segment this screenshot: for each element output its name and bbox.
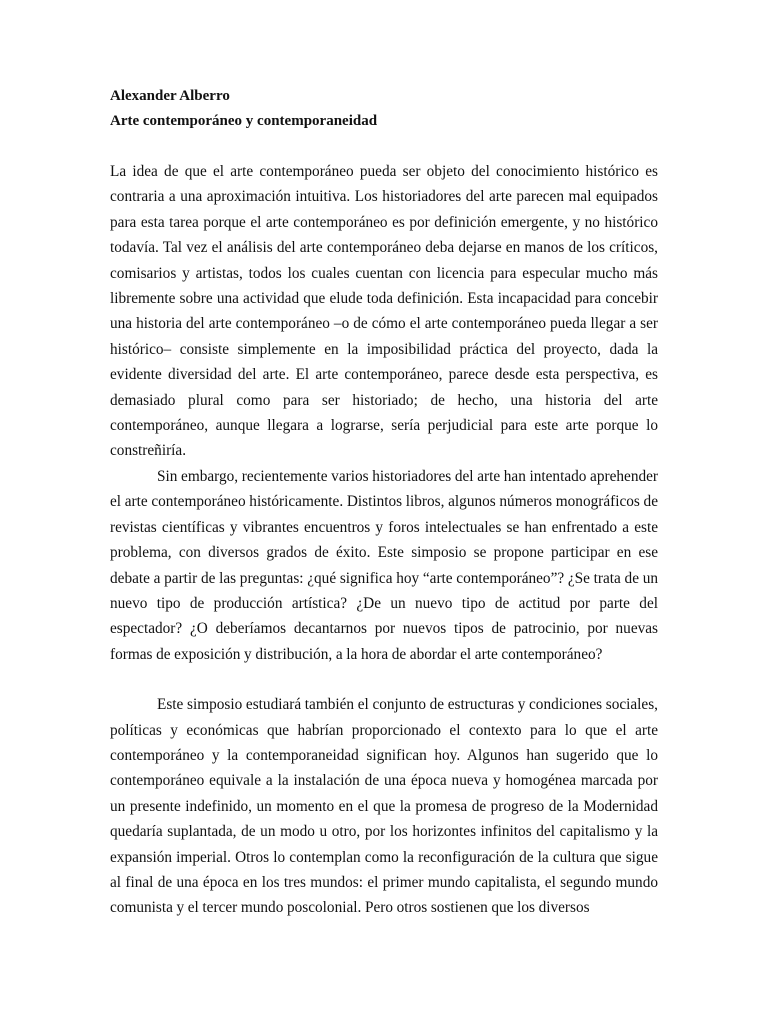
paragraph-3: Este simposio estudiará también el conjunto de estructuras y condiciones sociales, políticas y económicas que habrían proporcionado el contexto para lo que el arte contemporáneo y la contemporaneidad significan hoy. Algunos han sugerido que lo contemporáneo equivale a la instalación de una época nueva y homogénea marcada por un presente indefinido, un momento en el que la promesa de progreso de la Modernidad quedaría suplantada, de un modo u otro, por los horizontes infinitos del capitalismo y la expansión imperial. Otros lo contemplan como la reconfiguración de la cultura que sigue al final de una época en los tres mundos: el primer mundo capitalista, el segundo mundo comunista y el tercer mundo poscolonial. Pero otros sostienen que los diversos xyxy=(110,696,658,917)
spacer xyxy=(110,134,658,159)
spacer xyxy=(110,667,658,692)
paragraph-1: La idea de que el arte contemporáneo pueda ser objeto del conocimiento histórico es contraria a una aproximación intuitiva. Los historiadores del arte parecen mal equipados para esta tarea porque el arte contemporáneo es por definición emergente, y no histórico todavía. Tal vez el análisis del arte contemporáneo deba dejarse en manos de los críticos, comisarios y artistas, todos los cuales cuentan con licencia para especular mucho más libremente sobre una actividad que elude toda definición. Esta incapacidad para concebir una historia del arte contemporáneo –o de cómo el arte contemporáneo pueda llegar a ser histórico– consiste simplemente en la imposibilidad práctica del proyecto, dada la evidente diversidad del arte. El arte contemporáneo, parece desde esta perspectiva, es demasiado plural como para ser historiado; de hecho, una historia del arte contemporáneo, aunque llegara a lograrse, sería perjudicial para este arte porque lo constreñiría. xyxy=(110,163,658,460)
document-body xyxy=(110,84,658,921)
document-title: Arte contemporáneo y contemporaneidad xyxy=(110,113,378,129)
paragraph-2: Sin embargo, recientemente varios historiadores del arte han intentado aprehender el arte contemporáneo históricamente. Distintos libros, algunos números monográficos de revistas científicas y vibrantes encuentros y foros intelectuales se han enfrentado a este problema, con diversos grados de éxito. Este simposio se propone participar en ese debate a partir de las preguntas: ¿qué significa hoy “arte contemporáneo”? ¿Se trata de un nuevo tipo de producción artística? ¿De un nuevo tipo de actitud por parte del espectador? ¿O deberíamos decantarnos por nuevos tipos de patrocinio, por nuevas formas de exposición y distribución, a la hora de abordar el arte contemporáneo? xyxy=(110,467,658,663)
document-author: Alexander Alberro xyxy=(110,88,230,104)
